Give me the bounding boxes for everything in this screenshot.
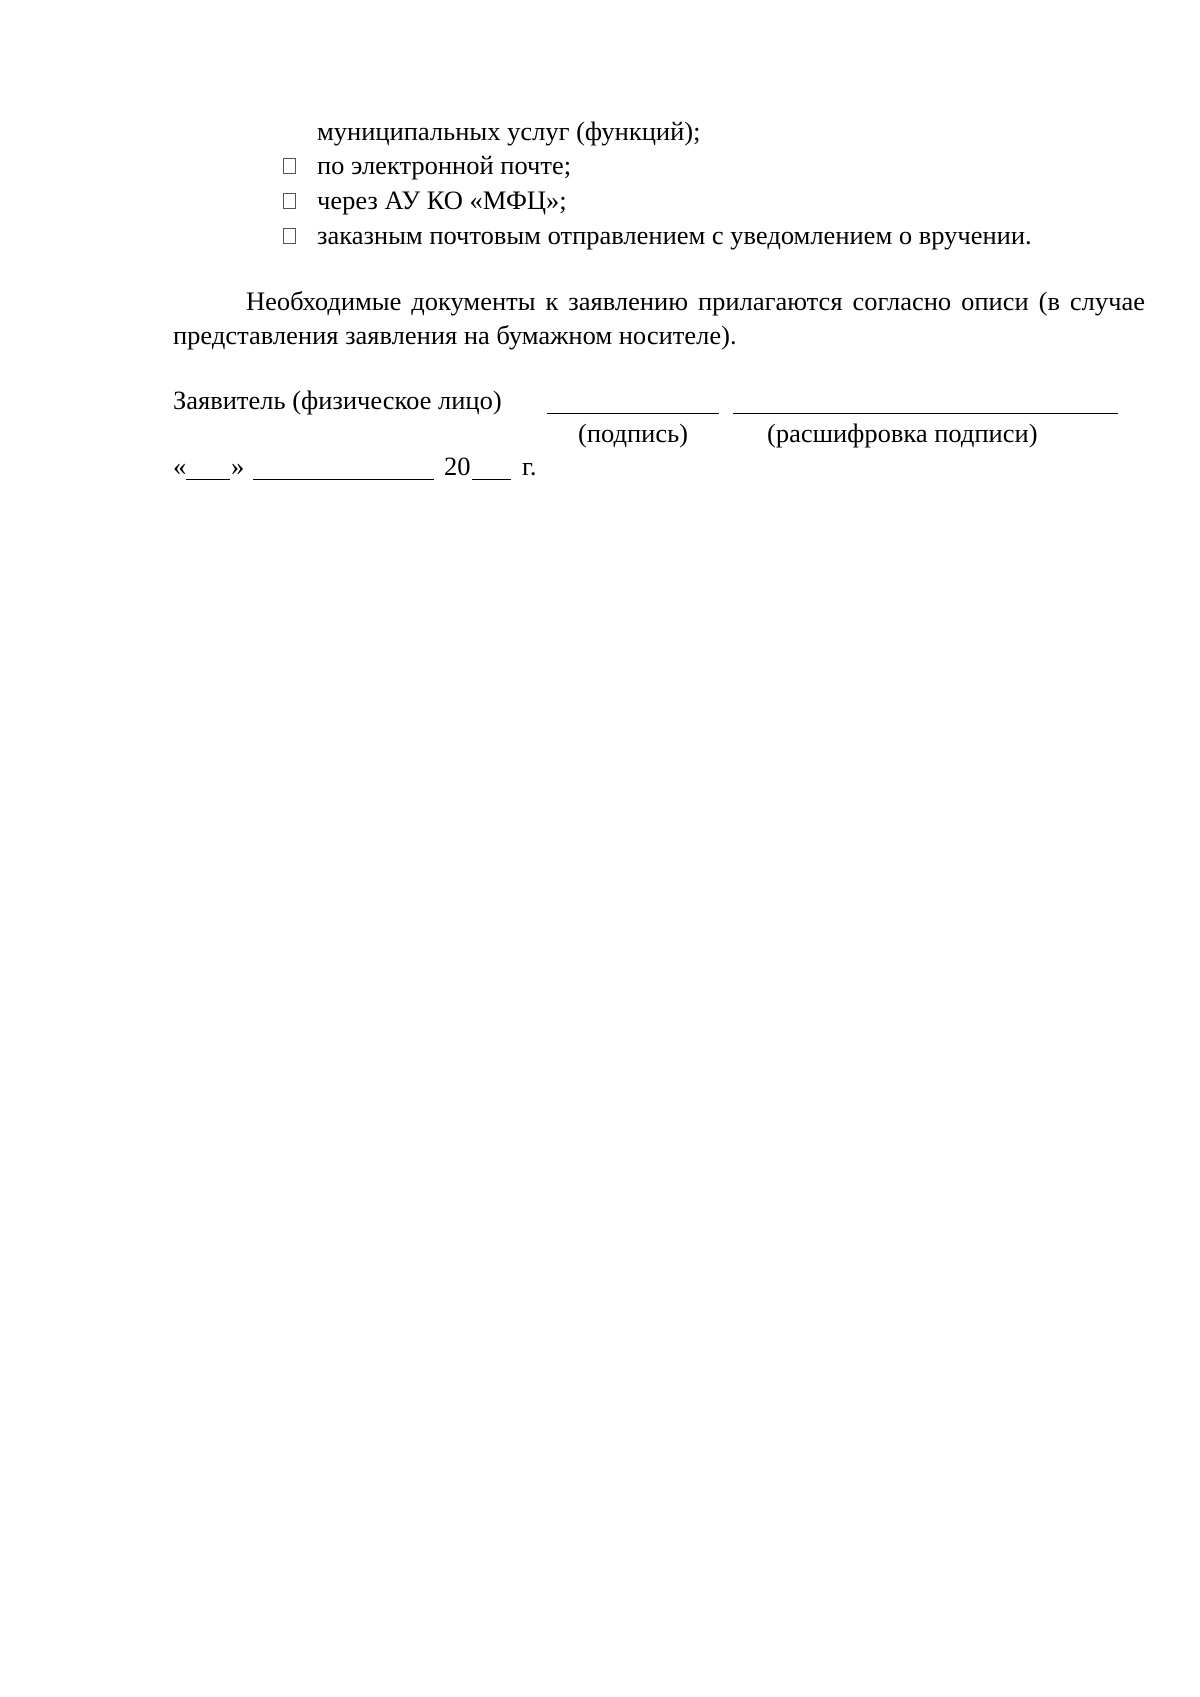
email-delivery-label: по электронной почте; bbox=[317, 150, 572, 180]
signature-decoding-line[interactable] bbox=[733, 413, 1118, 414]
mfc-delivery-checkbox[interactable] bbox=[283, 193, 296, 209]
registered-mail-checkbox[interactable] bbox=[283, 228, 296, 244]
mfc-delivery-label: через АУ КО «МФЦ»; bbox=[317, 185, 567, 215]
decoding-caption: (расшифровка подписи) bbox=[767, 418, 1038, 448]
date-open-quote: « bbox=[173, 451, 187, 481]
date-month-line[interactable] bbox=[253, 479, 434, 480]
attachments-note: Необходимые документы к заявлению прилагаются согласно описи (в случае представления заявления на бумажном носителе). bbox=[173, 286, 1145, 350]
registered-mail-label: заказным почтовым отправлением с уведомлением о вручении. bbox=[317, 220, 1032, 250]
date-year-prefix: 20 bbox=[444, 451, 471, 481]
list-continuation-text: муниципальных услуг (функций); bbox=[317, 116, 701, 146]
applicant-label: Заявитель (физическое лицо) bbox=[173, 385, 502, 415]
email-delivery-checkbox[interactable] bbox=[283, 158, 296, 174]
signature-caption: (подпись) bbox=[578, 418, 689, 448]
date-year-line[interactable] bbox=[472, 479, 511, 480]
signature-line[interactable] bbox=[547, 413, 719, 414]
date-year-suffix: г. bbox=[522, 451, 537, 481]
date-day-line[interactable] bbox=[186, 479, 230, 480]
date-close-quote: » bbox=[231, 451, 245, 481]
